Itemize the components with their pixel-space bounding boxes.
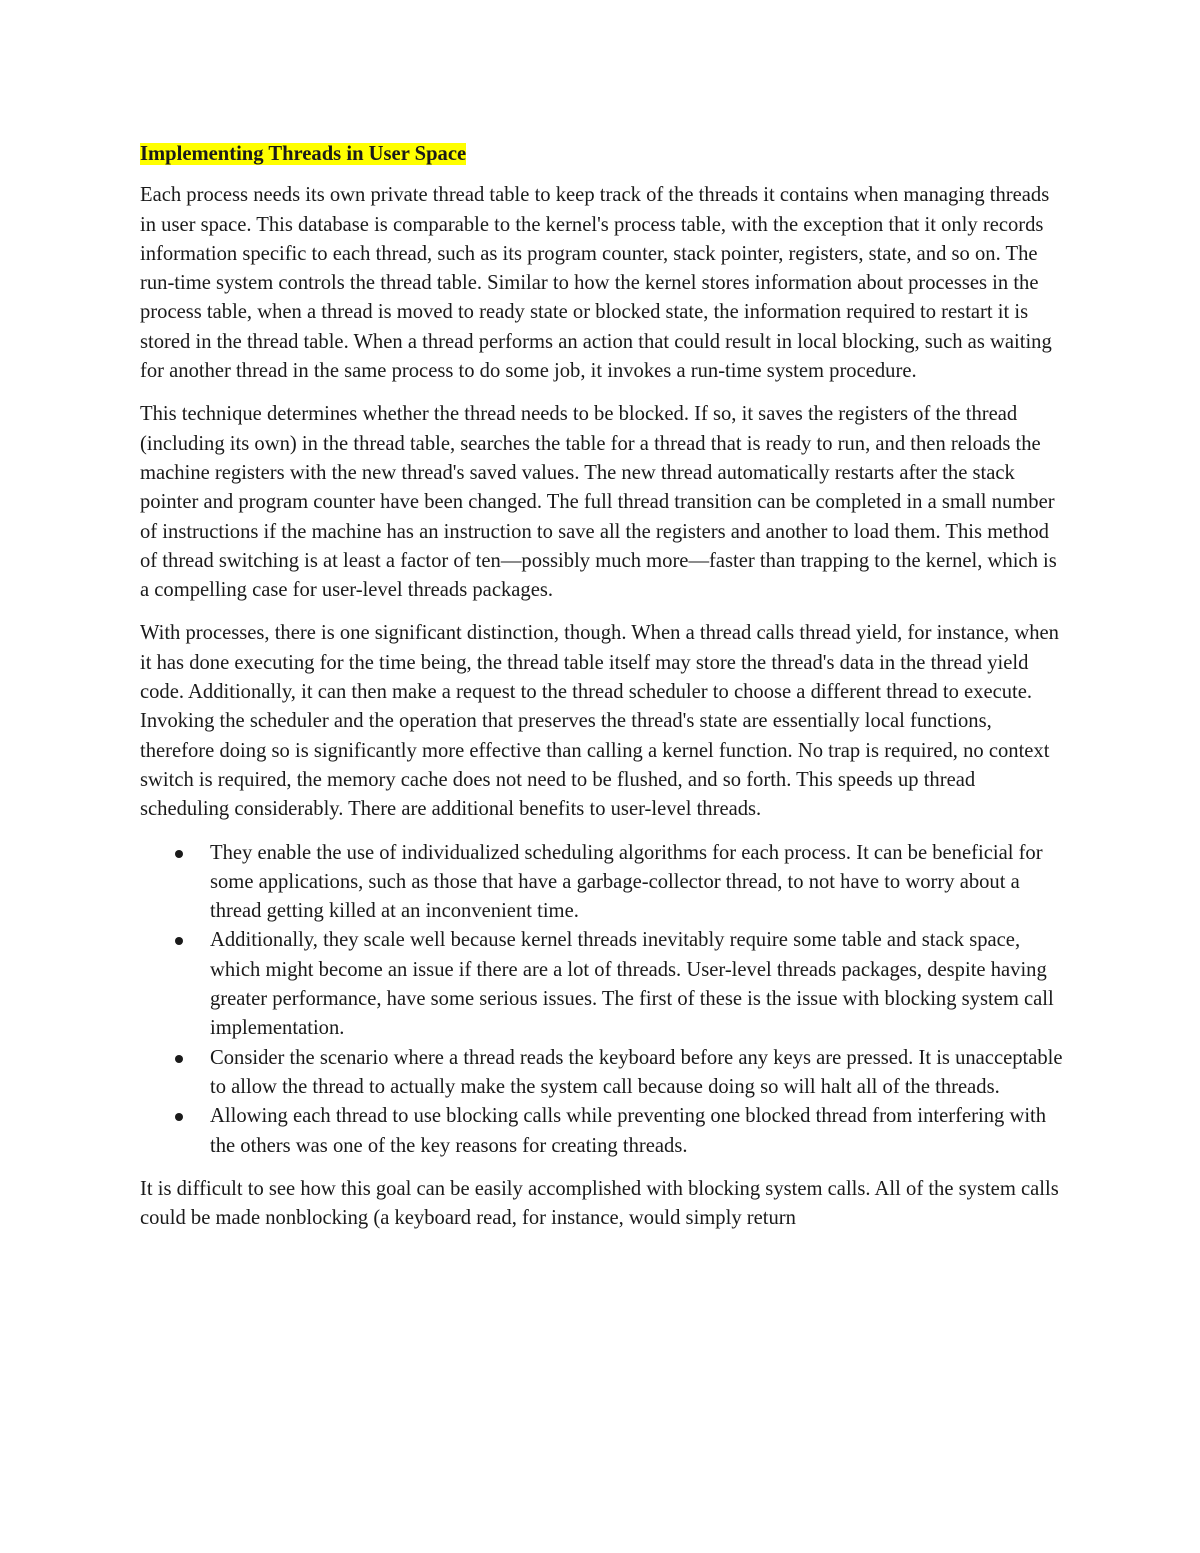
list-item [210, 1102, 1065, 1161]
list-item [210, 926, 1065, 1043]
bullet-icon [175, 1113, 183, 1121]
bullet-icon [175, 850, 183, 858]
paragraph-thread-yield: With processes, there is one significant distinction, though. When a thread calls thread yield, for instance, when it has done executing for the time being, the thread table itself may store the thread's data in the thread yield code. Additionally, it can then make a request to the thread scheduler to choose a different thread to execute. Invoking the scheduler and the operation that preserves the thread's state are essentially local functions, therefore doing so is significantly more effective than calling a kernel function. No trap is required, no context switch is required, the memory cache does not need to be flushed, and so forth. This speeds up thread scheduling considerably. There are additional benefits to user-level threads. [140, 622, 1059, 821]
list-item-text: Allowing each thread to use blocking calls while preventing one blocked thread from interfering with the others was one of the key reasons for creating threads. [210, 1105, 1047, 1157]
benefits-list [140, 839, 1065, 1161]
list-item-text: Additionally, they scale well because kernel threads inevitably require some table and stack space, which might become an issue if there are a lot of threads. User-level threads packages, despite having greater performance, have some serious issues. The first of these is the issue with blocking system call implementation. [210, 929, 1054, 1040]
list-item [210, 839, 1065, 927]
bullet-icon [175, 1055, 183, 1063]
list-item [210, 1044, 1065, 1103]
bullet-icon [175, 937, 183, 945]
document-body [140, 140, 1065, 1247]
list-item-text: Consider the scenario where a thread reads the keyboard before any keys are pressed. It is unacceptable to allow the thread to actually make the system call because doing so will halt all of the threads. [210, 1046, 1063, 1098]
paragraph-thread-table: Each process needs its own private thread table to keep track of the threads it contains when managing threads in user space. This database is comparable to the kernel's process table, with the exception that it only records information specific to each thread, such as its program counter, stack pointer, registers, state, and so on. The run-time system controls the thread table. Similar to how the kernel stores information about processes in the process table, when a thread is moved to ready state or blocked state, the information required to restart it is stored in the thread table. When a thread performs an action that could result in local blocking, such as waiting for another thread in the same process to do some job, it invokes a run-time system procedure. [140, 184, 1052, 383]
paragraph-blocking-calls: It is difficult to see how this goal can be easily accomplished with blocking system calls. All of the system calls could be made nonblocking (a keyboard read, for instance, would simply return [140, 1177, 1059, 1230]
section-heading [140, 140, 1065, 169]
highlighted-heading-text: Implementing Threads in User Space [140, 143, 467, 165]
list-item-text: They enable the use of individualized scheduling algorithms for each process. It can be beneficial for some applications, such as those that have a garbage-collector thread, to not have to worry about a thread getting killed at an inconvenient time. [210, 841, 1043, 923]
paragraph-thread-switching: This technique determines whether the thread needs to be blocked. If so, it saves the registers of the thread (including its own) in the thread table, searches the table for a thread that is ready to run, and then reloads the machine registers with the new thread's saved values. The new thread automatically restarts after the stack pointer and program counter have been changed. The full thread transition can be completed in a small number of instructions if the machine has an instruction to save all the registers and another to load them. This method of thread switching is at least a factor of ten—possibly much more—faster than trapping to the kernel, which is a compelling case for user-level threads packages. [140, 403, 1057, 602]
